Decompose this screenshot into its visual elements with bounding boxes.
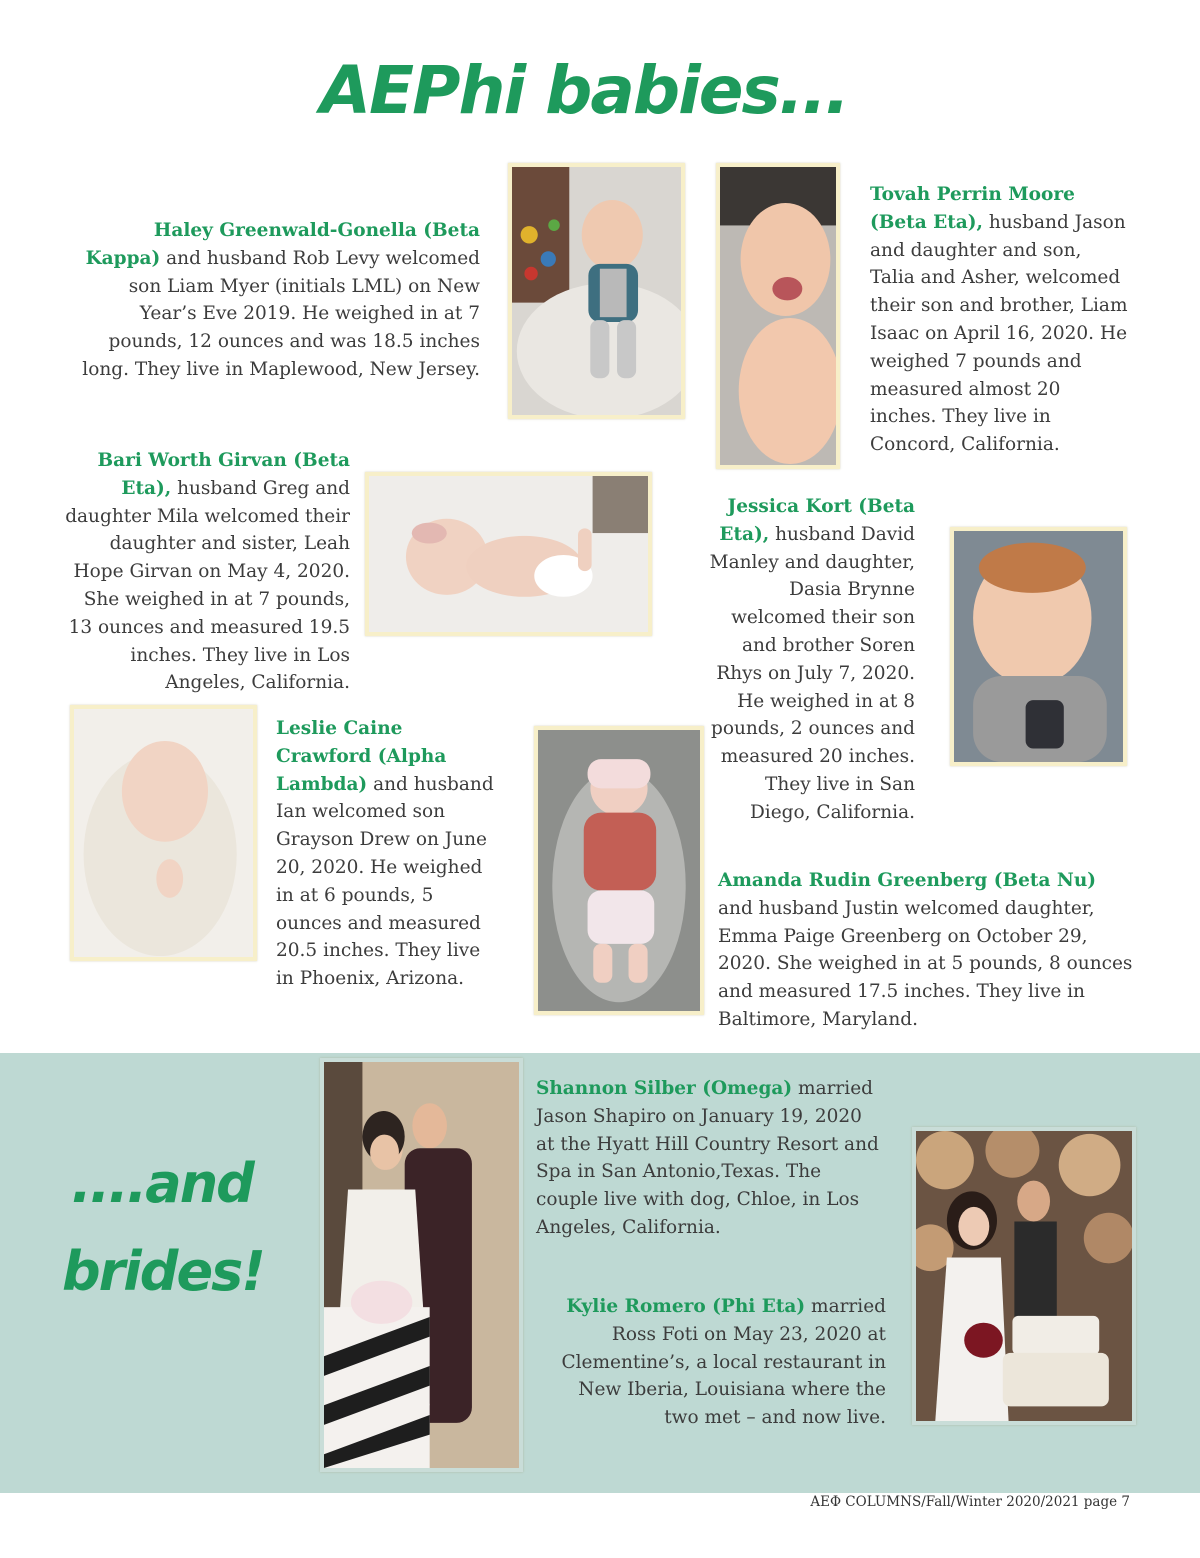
photo-wedding-silber-shapiro (320, 1058, 523, 1472)
announcement-text: and husband Rob Levy welcomed son Liam Myer (initials LML) on New Year’s Eve 2019. He weighed in at 7 pounds, 12 ounces and was 18.5 inches long. They live in Maplewood, New Jersey. (82, 247, 480, 380)
announcement-text: husband Jason and daughter and son, Talia and Asher, welcomed their son and brother, Liam Isaac on April 16, 2020. He weighed 7 pounds and measured almost 20 inches. They live in Concord, California. (870, 211, 1128, 456)
announcement-silber (536, 1075, 881, 1242)
announcement-greenwald-gonella (80, 217, 480, 384)
announcement-perrin-moore (870, 181, 1130, 459)
announcement-name: Amanda Rudin Greenberg (Beta Nu) (718, 870, 1097, 891)
announcement-worth-girvan (62, 447, 350, 697)
announcement-name: Leslie Caine Crawford (Alpha Lambda) (276, 718, 447, 795)
announcement-rudin-greenberg (718, 867, 1133, 1034)
photo-baby-liam-isaac (716, 163, 840, 469)
announcement-text: married Jason Shapiro on January 19, 2020 at the Hyatt Hill Country Resort and Spa in San Antonio,Texas. The couple live with dog, Chloe, in Los Angeles, California. (536, 1078, 879, 1238)
announcement-name: Haley Greenwald-Gonella (Beta Kappa) (85, 220, 480, 269)
brides-heading-line1: ....and (71, 1152, 253, 1215)
photo-baby-grayson-drew (70, 705, 257, 961)
announcement-name: Tovah Perrin Moore (Beta Eta), (870, 184, 1075, 233)
photo-wedding-romero-foti (912, 1127, 1136, 1425)
announcement-text: husband David Manley and daughter, Dasia Brynne welcomed their son and brother Soren Rhys on July 7, 2020. He weighed in at 8 pounds, 2 ounces and measured 20 inches. They live in San Diego, California. (709, 523, 915, 823)
announcement-text: husband Greg and daughter Mila welcomed their daughter and sister, Leah Hope Girvan on May 4, 2020. She weighed in at 7 pounds, 13 ounces and measured 19.5 inches. They live in Los Angeles, California. (65, 477, 350, 694)
announcement-name: Bari Worth Girvan (Beta Eta), (97, 450, 350, 499)
announcement-text: and husband Ian welcomed son Grayson Drew on June 20, 2020. He weighed in at 6 pounds, 5 ounces and measured 20.5 inches. They live in Phoenix, Arizona. (276, 773, 494, 990)
announcement-text: and husband Justin welcomed daughter, Emma Paige Greenberg on October 29, 2020. She weighed in at 5 pounds, 8 ounces and measured 17.5 inches. They live in Baltimore, Maryland. (718, 897, 1133, 1030)
announcement-kort (700, 493, 915, 827)
announcement-name: Kylie Romero (Phi Eta) (566, 1296, 806, 1317)
page-footer: AEΦ COLUMNS/Fall/Winter 2020/2021 page 7 (810, 1494, 1130, 1510)
announcement-caine-crawford (276, 715, 501, 993)
photo-baby-soren-rhys (950, 527, 1127, 766)
photo-baby-liam-myer (508, 163, 685, 419)
announcement-text: married Ross Foti on May 23, 2020 at Clementine’s, a local restaurant in New Iberia, Louisiana where the two met – and now live. (561, 1296, 886, 1429)
photo-baby-emma-paige (534, 726, 704, 1015)
photo-baby-leah-hope (365, 472, 652, 636)
announcement-name: Shannon Silber (Omega) (536, 1078, 793, 1099)
brides-heading-line2: brides! (62, 1240, 264, 1303)
announcement-romero (552, 1293, 886, 1432)
announcement-name: Jessica Kort (Beta Eta), (719, 496, 915, 545)
page-title: AEPhi babies... (319, 52, 849, 129)
brides-heading (62, 1140, 262, 1316)
